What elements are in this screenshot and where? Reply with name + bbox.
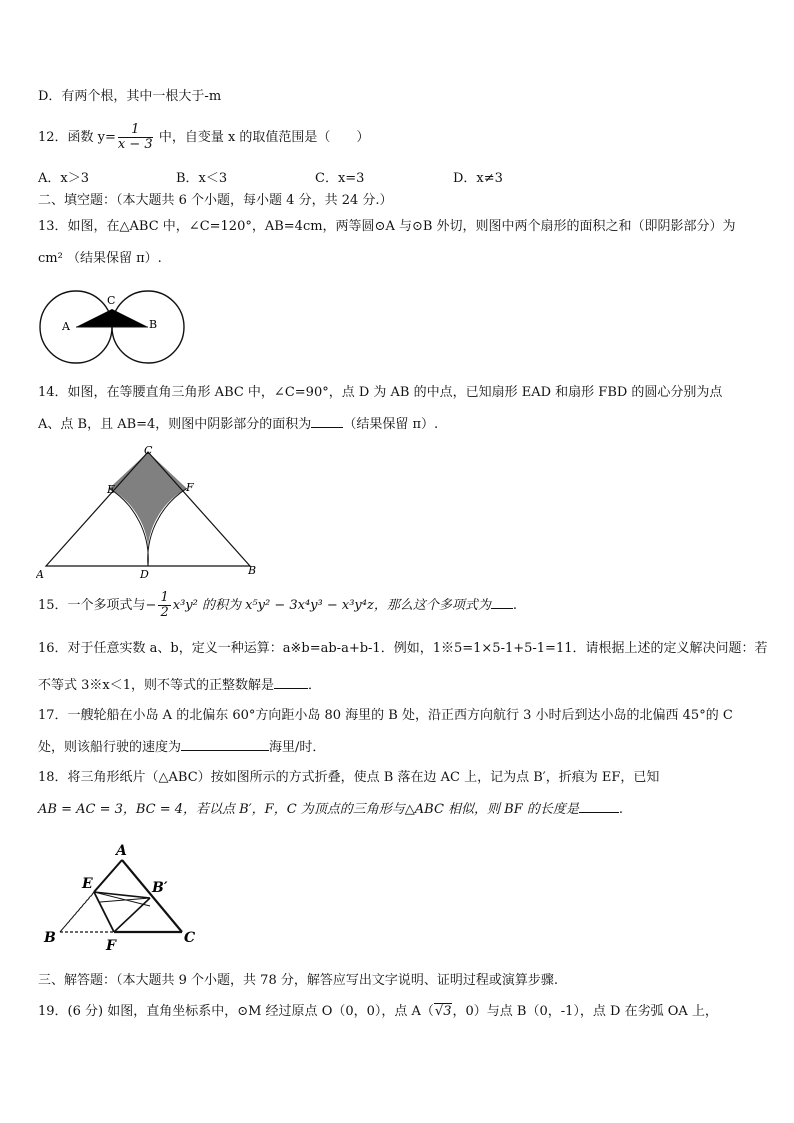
q18-segment-ae xyxy=(94,860,122,892)
q17-line2-a: 处，则该船行驶的速度为 xyxy=(38,740,182,755)
q17-line1: 17．一艘轮船在小岛 A 的北偏东 60°方向距小岛 80 海里的 B 处，沿正西方向航行 3 小时后到达小岛的北偏西 45°的 C xyxy=(38,708,733,723)
q12-frac-den: x − 3 xyxy=(117,137,153,152)
q12-question xyxy=(38,122,369,154)
q14-line2 xyxy=(38,415,438,434)
q18-line2-b: . xyxy=(618,802,624,817)
q17-answer-blank[interactable] xyxy=(181,738,269,751)
q18-label-e: E xyxy=(82,876,93,892)
q13-line1: 13．如图，在△ABC 中，∠C=120°，AB=4cm，两等圆⊙A 与⊙B 外切，则图中两个扇形的面积之和（即阴影部分）为 xyxy=(38,219,736,234)
q19-prefix: 19．(6 分) 如图，直角坐标系中，⊙M 经过原点 O（0，0），点 A（ xyxy=(38,1004,434,1019)
q13-sector-a xyxy=(76,309,113,327)
q18-segment-fb-prime xyxy=(114,898,150,932)
q15-frac-num: 1 xyxy=(160,590,169,605)
q16-line2 xyxy=(38,676,321,695)
q13-label-c: C xyxy=(107,294,116,307)
q17-line2 xyxy=(38,738,325,757)
q19-suffix: ，0）与点 B（0，-1），点 D 在劣弧 OA 上， xyxy=(452,1004,718,1019)
q17-line2-b: 海里/时． xyxy=(269,740,326,755)
q18-segment-eb-prime xyxy=(94,892,150,898)
q15-fraction xyxy=(158,591,170,620)
q14-label-a: A xyxy=(36,568,44,581)
q11-option-d: D．有两个根，其中一根大于-m xyxy=(38,89,222,104)
q14-line2-a: A、点 B，且 AB=4，则图中阴影部分的面积为 xyxy=(38,417,312,432)
q18-label-b-prime: B′ xyxy=(152,880,168,896)
q14-label-e: E xyxy=(107,483,116,496)
q12-suffix: 中，自变量 x 的取值范围是（ ） xyxy=(154,130,370,145)
q18-line2 xyxy=(38,800,623,819)
q14-label-b: B xyxy=(248,564,257,577)
q19-line1 xyxy=(38,1003,718,1021)
q18-label-b: B xyxy=(44,930,56,946)
q15-question: 15．一个多项式与− $\frac{1}{2}$ x³y² 的积为 x⁵y² − 3x⁴y³ − x³y⁴z，那么这个多项式为 . xyxy=(38,590,517,620)
q16-line1: 16．对于任意实数 a、b，定义一种运算：a※b=ab-a+b-1．例如，1※5=1×5-1+5-1=11．请根据上述的定义解决问题：若 xyxy=(38,641,768,656)
q13-sector-b xyxy=(111,309,148,327)
q13-figure xyxy=(36,285,190,369)
q15-suffix: . xyxy=(512,598,517,613)
q18-figure xyxy=(40,840,208,955)
q18-answer-blank[interactable] xyxy=(579,800,619,813)
q15-answer-blank[interactable] xyxy=(491,596,513,609)
q12-option-d: D．x≠3 xyxy=(453,171,503,186)
q16-answer-blank[interactable] xyxy=(274,676,308,689)
q18-label-f: F xyxy=(106,938,116,954)
q16-line2-b: ． xyxy=(308,678,322,693)
q13-line2: cm² （结果保留 π）. xyxy=(38,251,162,266)
q14-shaded-region xyxy=(109,452,186,563)
q12-frac-num: 1 xyxy=(118,123,153,138)
q18-label-a: A xyxy=(116,843,127,859)
q14-answer-blank[interactable] xyxy=(311,415,343,428)
q12-option-c: C．x=3 xyxy=(315,171,365,186)
q14-figure xyxy=(36,442,260,582)
section2-heading: 二、填空题：（本大题共 6 个小题，每小题 4 分，共 24 分.） xyxy=(38,193,393,208)
q14-label-d: D xyxy=(140,568,149,581)
section3-heading: 三、解答题：（本大题共 9 个小题，共 78 分，解答应写出文字说明、证明过程或演算步骤. xyxy=(38,973,558,988)
q12-option-a: A．x＞3 xyxy=(38,171,89,186)
q18-inner-line-2 xyxy=(100,898,150,902)
q14-label-f: F xyxy=(186,481,194,494)
q18-line2-a: AB = AC = 3，BC = 4，若以点 B′，F，C 为顶点的三角形与△ABC 相似，则 BF 的长度是 xyxy=(38,802,579,817)
q12-prefix: 12．函数 y= xyxy=(38,130,116,145)
q13-label-a: A xyxy=(62,320,70,333)
q18-label-c: C xyxy=(184,930,196,946)
q14-label-c: C xyxy=(144,444,153,457)
q15-prefix: 15．一个多项式与 xyxy=(38,598,146,613)
q15-frac-den: 2 xyxy=(160,605,169,620)
q19-sqrt: √3 xyxy=(434,1004,452,1019)
q12-fraction xyxy=(118,123,153,152)
q13-label-b: B xyxy=(149,318,158,331)
q18-dashed-eb xyxy=(60,892,94,932)
q14-line1: 14．如图，在等腰直角三角形 ABC 中，∠C=90°，点 D 为 AB 的中点，已知扇形 EAD 和扇形 FBD 的圆心分别为点 xyxy=(38,385,723,400)
q16-line2-a: 不等式 3※x＜1，则不等式的正整数解是 xyxy=(38,678,275,693)
q18-fold-ef xyxy=(94,892,114,932)
q15-mid: x³y² 的积为 x⁵y² − 3x⁴y³ − x³y⁴z，那么这个多项式为 xyxy=(172,598,491,613)
q14-line2-b: （结果保留 π）. xyxy=(343,417,439,432)
q18-line1: 18．将三角形纸片（△ABC）按如图所示的方式折叠，使点 B 落在边 AC 上，记为点 B′，折痕为 EF，已知 xyxy=(38,770,660,785)
q12-option-b: B．x＜3 xyxy=(176,171,228,186)
